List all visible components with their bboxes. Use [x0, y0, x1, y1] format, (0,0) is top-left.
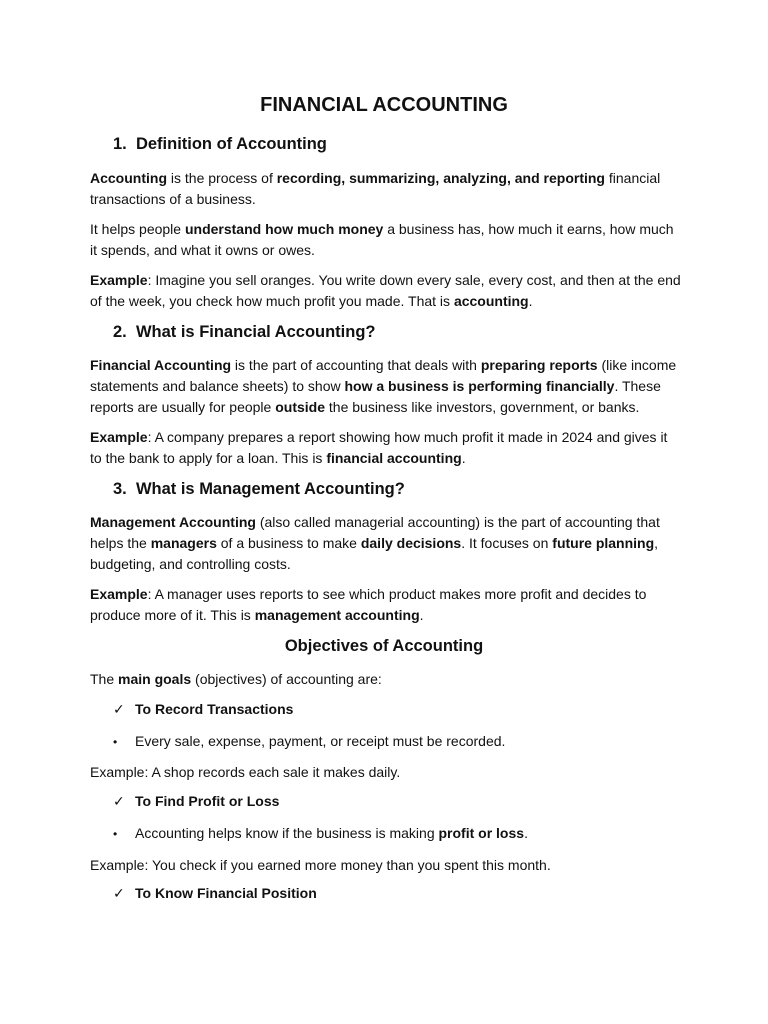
bold-text: Management Accounting [90, 514, 256, 530]
bold-text: future planning [552, 535, 655, 551]
objective-title-text: To Find Profit or Loss [135, 793, 280, 809]
example-paragraph-3 [90, 584, 682, 626]
bold-text: managers [150, 535, 217, 551]
text: . [419, 607, 424, 623]
text: . These reports are usually for people [90, 378, 661, 415]
bold-text: outside [275, 399, 325, 415]
document-title: FINANCIAL ACCOUNTING [260, 94, 508, 116]
objectives-intro [90, 669, 682, 690]
section-2-number: 2. [113, 323, 127, 341]
bold-text: Example [90, 429, 148, 445]
checkmark-icon: ✓ [113, 701, 125, 717]
objective-2-bullet [113, 823, 528, 845]
text: It helps people [90, 221, 185, 237]
section-1-number: 1. [113, 135, 127, 153]
bold-text: main goals [118, 671, 192, 687]
bold-text: management accounting [254, 607, 420, 623]
text: (like income statements and balance sheets) to show [90, 357, 677, 394]
text: : Imagine you sell oranges. You write down every sale, every cost, and then at the end of the week, you check how much profit you made. That is [90, 272, 681, 309]
section-2-title: What is Financial Accounting? [135, 323, 376, 341]
text: , budgeting, and controlling costs. [90, 535, 659, 572]
section-1-title: Definition of Accounting [135, 135, 327, 153]
text: the business like investors, government, or banks. [325, 399, 640, 415]
section-3-heading [113, 480, 405, 499]
objective-2-title [113, 793, 279, 810]
objective-1-bullet [113, 731, 505, 753]
checkmark-icon: ✓ [113, 793, 125, 809]
bullet-icon: • [113, 827, 118, 841]
example-paragraph-1 [90, 270, 682, 312]
text: . It focuses on [461, 535, 553, 551]
objective-2-example: Example: You check if you earned more money than you spent this month. [90, 857, 551, 873]
bold-text: Example [90, 272, 148, 288]
bold-text: preparing reports [480, 357, 598, 373]
text: (also called managerial accounting) is the part of accounting that helps the [90, 514, 660, 551]
text: The [90, 671, 119, 687]
bold-text: financial accounting [326, 450, 462, 466]
text: financial transactions of a business. [90, 170, 661, 207]
text: : A company prepares a report showing how much profit it made in 2024 and gives it to the bank to apply for a loan. This is [90, 429, 668, 466]
bold-text: how a business is performing financially [344, 378, 615, 394]
text: of a business to make [216, 535, 361, 551]
management-accounting-paragraph [90, 512, 682, 575]
bullet-text: Accounting helps know if the business is making [135, 825, 439, 841]
text: : A manager uses reports to see which product makes more profit and decides to produce more of it. This is [90, 586, 647, 623]
checkmark-icon: ✓ [113, 885, 125, 901]
bold-text: profit or loss [438, 825, 525, 841]
bold-text: accounting [453, 293, 529, 309]
bold-text: recording, summarizing, analyzing, and reporting [276, 170, 605, 186]
text: a business has, how much it earns, how much it spends, and what it owns or owes. [90, 221, 674, 258]
objective-3-title [113, 885, 317, 902]
text: (objectives) of accounting are: [191, 671, 382, 687]
bold-text: understand how much money [184, 221, 384, 237]
section-1-heading [113, 135, 327, 154]
purpose-paragraph [90, 219, 682, 261]
section-3-number: 3. [113, 480, 127, 498]
text: . [528, 293, 533, 309]
example-paragraph-2 [90, 427, 682, 469]
objective-title-text: To Know Financial Position [135, 885, 317, 901]
objectives-heading: Objectives of Accounting [284, 637, 484, 655]
bullet-text: Every sale, expense, payment, or receipt must be recorded. [135, 733, 506, 749]
objective-1-example: Example: A shop records each sale it makes daily. [90, 764, 401, 780]
text: . [524, 825, 528, 841]
section-3-title: What is Management Accounting? [135, 480, 405, 498]
definition-paragraph [90, 168, 682, 210]
text: . [461, 450, 466, 466]
objective-1-title [113, 701, 293, 718]
financial-accounting-paragraph [90, 355, 682, 418]
bold-text: Accounting [90, 170, 167, 186]
bullet-icon: • [113, 735, 118, 749]
text: is the part of accounting that deals with [231, 357, 481, 373]
bold-text: Example [90, 586, 148, 602]
section-2-heading [113, 323, 376, 342]
bold-text: daily decisions [360, 535, 462, 551]
bold-text: Financial Accounting [90, 357, 232, 373]
text: is the process of [167, 170, 277, 186]
objective-title-text: To Record Transactions [135, 701, 294, 717]
